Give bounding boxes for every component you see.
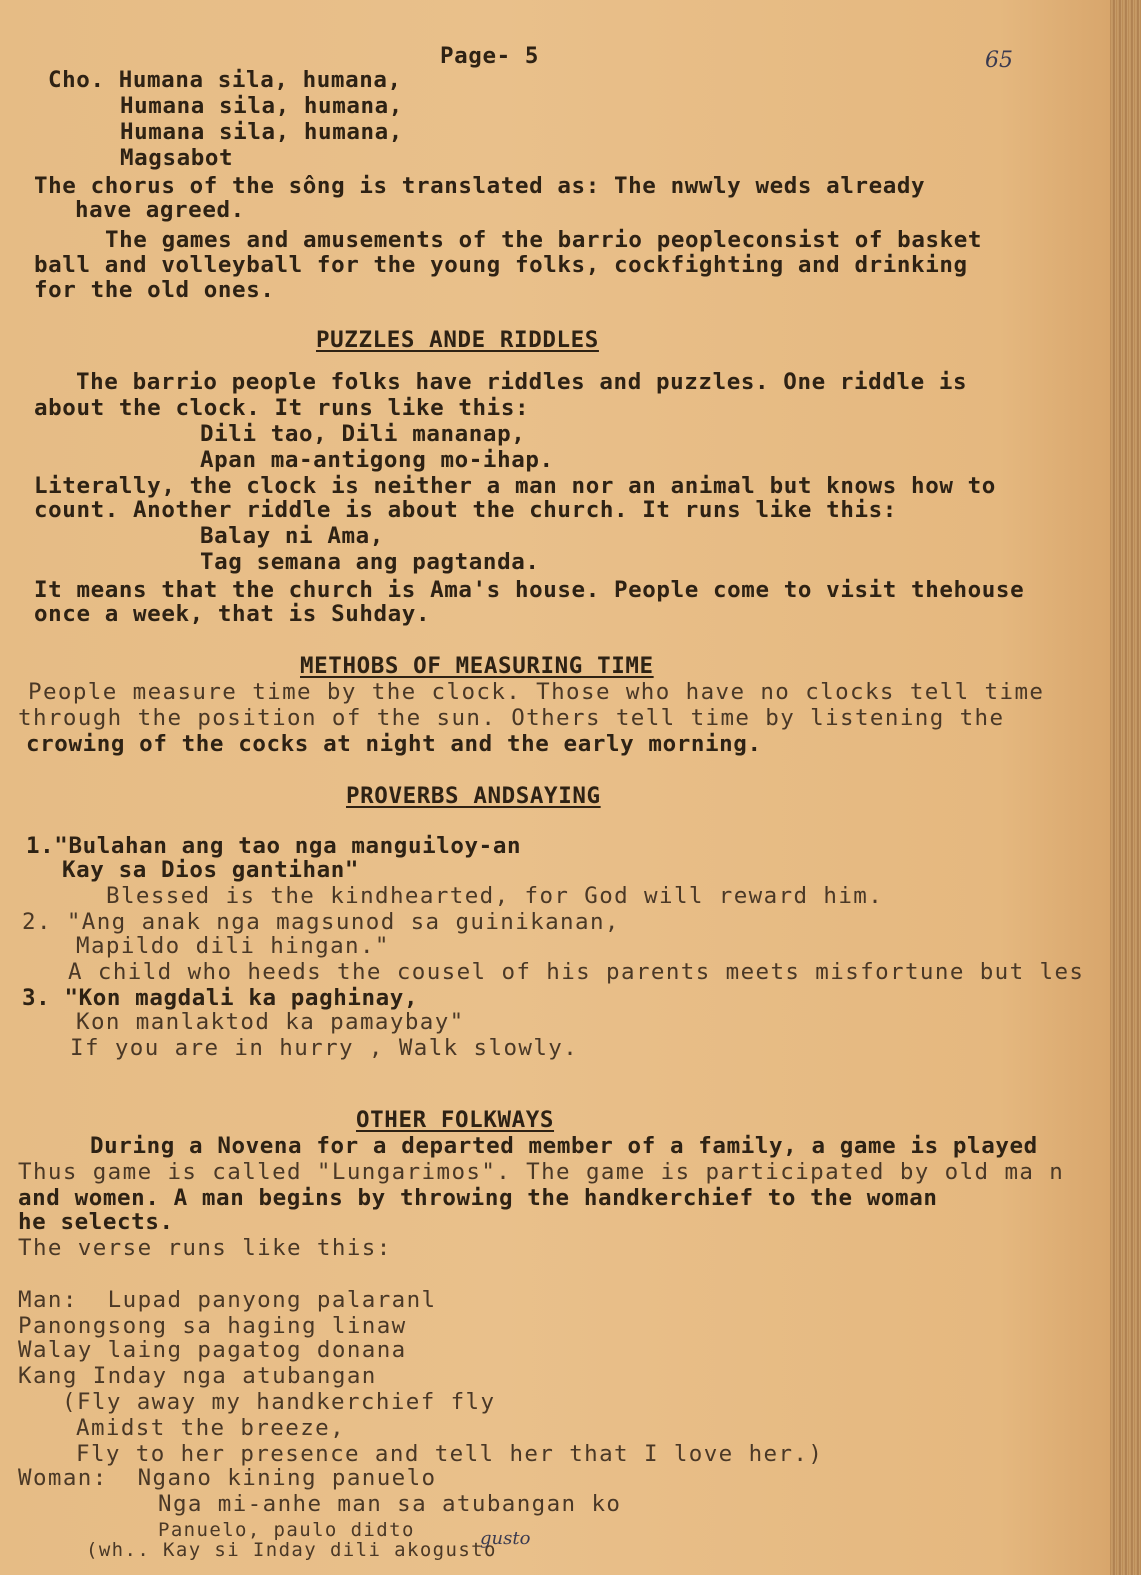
- folkways-text: Thus game is called "Lungarimos". The game is participated by old ma n: [18, 1159, 1065, 1185]
- riddle-text: Tag semana ang pagtanda.: [200, 549, 540, 575]
- time-text: through the position of the sun. Others tell time by listening the: [18, 705, 1005, 731]
- verse-line: Panuelo, paulo didto: [158, 1519, 415, 1541]
- folkways-text: he selects.: [18, 1209, 174, 1235]
- proverb-line: Kay sa Dios gantihan": [62, 857, 360, 883]
- song-line: Humana sila, humana,: [120, 119, 403, 145]
- riddle-text: Dili tao, Dili mananap,: [200, 421, 526, 447]
- verse-line: Nga mi-anhe man sa atubangan ko: [158, 1491, 622, 1517]
- verse-line: (wh.. Kay si Inday dili akogusto: [86, 1539, 497, 1561]
- song-translation: The chorus of the sông is translated as: The nwwly weds already: [34, 173, 926, 199]
- book-spine: [1110, 0, 1141, 1575]
- folkways-text: and women. A man begins by throwing the handkerchief to the woman: [18, 1185, 938, 1211]
- verse-line: Kang Inday nga atubangan: [18, 1363, 377, 1389]
- games-text: The games and amusements of the barrio peopleconsist of basket: [105, 227, 983, 253]
- song-line: Cho. Humana sila, humana,: [48, 67, 402, 93]
- verse-line: Woman: Ngano kining panuelo: [18, 1465, 437, 1491]
- verse-line: Amidst the breeze,: [76, 1415, 346, 1441]
- games-text: ball and volleyball for the young folks, cockfighting and drinking: [34, 252, 968, 278]
- riddle-text: Literally, the clock is neither a man nor an animal but knows how to: [34, 473, 996, 499]
- riddle-text: The barrio people folks have riddles and puzzles. One riddle is: [76, 369, 968, 395]
- riddle-text: Balay ni Ama,: [200, 523, 384, 549]
- riddle-text: It means that the church is Ama's house. People come to visit thehouse: [34, 577, 1025, 603]
- time-text: People measure time by the clock. Those who have no clocks tell time: [28, 679, 1045, 705]
- proverb-line: Blessed is the kindhearted, for God will reward him.: [106, 883, 884, 909]
- verse-line: Man: Lupad panyong palaranl: [18, 1287, 437, 1313]
- folkways-text: The verse runs like this:: [18, 1235, 392, 1261]
- page-label: Page- 5: [440, 43, 540, 69]
- verse-line: Panongsong sa haging linaw: [18, 1313, 407, 1339]
- games-text: for the old ones.: [34, 277, 275, 303]
- section-title-time: METHOBS OF MEASURING TIME: [300, 653, 654, 679]
- proverb-line: 2. "Ang anak nga magsunod sa guinikanan,: [22, 909, 620, 935]
- section-title-proverbs: PROVERBS ANDSAYING: [346, 783, 601, 809]
- riddle-text: Apan ma-antigong mo-ihap.: [200, 447, 554, 473]
- proverb-line: 1."Bulahan ang tao nga manguiloy-an: [26, 833, 522, 859]
- folkways-text: During a Novena for a departed member of a family, a game is played: [90, 1133, 1038, 1159]
- handwritten-note: gusto: [480, 1528, 531, 1549]
- proverb-line: Kon manlaktod ka pamaybay": [76, 1009, 465, 1035]
- proverb-line: 3. "Kon magdali ka paghinay,: [22, 985, 419, 1011]
- song-line: Magsabot: [120, 145, 234, 171]
- riddle-text: once a week, that is Suhday.: [34, 601, 431, 627]
- verse-line: (Fly away my handkerchief fly: [62, 1389, 496, 1415]
- proverb-line: Mapildo dili hingan.": [76, 933, 390, 959]
- section-title-riddles: PUZZLES ANDE RIDDLES: [316, 327, 599, 353]
- handwritten-page-number: 65: [985, 48, 1013, 73]
- time-text: crowing of the cocks at night and the early morning.: [26, 731, 762, 757]
- riddle-text: count. Another riddle is about the church. It runs like this:: [34, 497, 897, 523]
- proverb-line: If you are in hurry , Walk slowly.: [70, 1035, 579, 1061]
- verse-line: Walay laing pagatog donana: [18, 1337, 407, 1363]
- proverb-line: A child who heeds the cousel of his parents meets misfortune but les: [68, 959, 1085, 985]
- verse-line: Fly to her presence and tell her that I love her.): [76, 1441, 824, 1467]
- section-title-folkways: OTHER FOLKWAYS: [356, 1107, 555, 1133]
- song-line: Humana sila, humana,: [120, 93, 403, 119]
- song-translation: have agreed.: [75, 197, 245, 223]
- riddle-text: about the clock. It runs like this:: [34, 395, 530, 421]
